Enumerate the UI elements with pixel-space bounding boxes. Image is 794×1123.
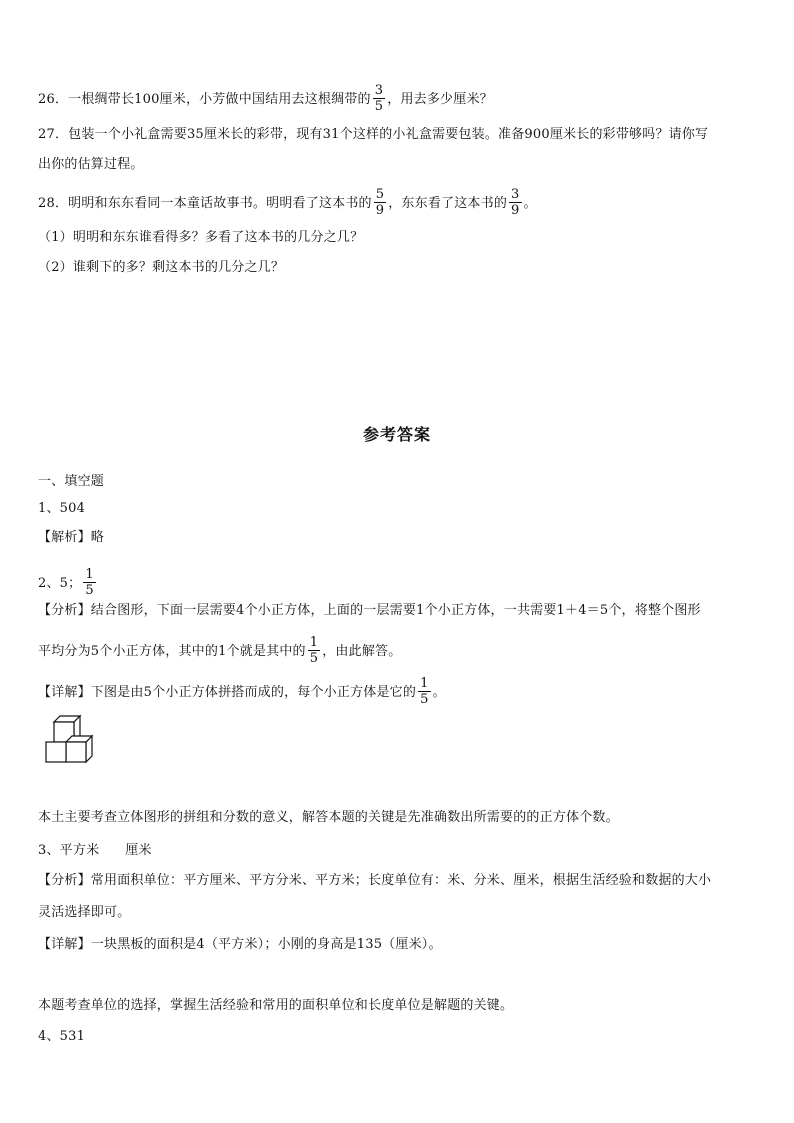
question-27-line1: 27．包装一个小礼盒需要35厘米长的彩带，现有31个这样的小礼盒需要包装。准备900厘米长的彩带够吗？请你写 bbox=[38, 127, 709, 142]
question-28: 28．明明和东东看同一本童话故事书。明明看了这本书的 $\frac{5}{9}$ ，东东看了这本书的 $\frac{3}{9}$ 。 bbox=[38, 187, 537, 218]
answer-3-detail: 【详解】一块黑板的面积是4（平方米）；小刚的身高是135（厘米）。 bbox=[38, 937, 442, 952]
answer-3-analysis-line1: 【分析】常用面积单位：平方厘米、平方分米、平方米；长度单位有：米、分米、厘米，根据生活经验和数据的大小 bbox=[38, 873, 712, 888]
fraction: $\frac{1}{5}$ bbox=[309, 635, 319, 666]
fraction: $\frac{1}{5}$ bbox=[85, 567, 94, 598]
answer-2-analysis-line1: 【分析】结合图形，下面一层需要4个小正方体，上面的一层需要1个小正方体，一共需要1＋4＝5个，将整个图形 bbox=[38, 603, 701, 618]
answer-1: 1、504 bbox=[38, 501, 86, 516]
answer-2-detail: 【详解】下图是由5个小正方体拼搭而成的，每个小正方体是它的 $\frac{1}{5}$ 。 bbox=[38, 676, 446, 707]
fraction: $\frac{3}{9}$ bbox=[511, 187, 520, 218]
answers-heading: 参考答案 bbox=[362, 425, 431, 444]
cubes-figure bbox=[40, 712, 110, 774]
question-26-text: 26．一根绸带长100厘米，小芳做中国结用去这根绸带的 bbox=[38, 92, 371, 107]
fraction: $\frac{5}{9}$ bbox=[375, 187, 385, 218]
answer-3-analysis-line2: 灵活选择即可。 bbox=[38, 905, 131, 920]
section-1-title: 一、填空题 bbox=[38, 474, 105, 489]
answer-1-analysis: 【解析】略 bbox=[38, 530, 105, 545]
question-27-line2: 出你的估算过程。 bbox=[38, 157, 144, 172]
answer-3-summary: 本题考查单位的选择，掌握生活经验和常用的面积单位和长度单位是解题的关键。 bbox=[38, 998, 514, 1013]
fraction: $\frac{1}{5}$ bbox=[420, 676, 429, 707]
fraction: $\frac{3}{5}$ bbox=[374, 83, 384, 114]
answer-2: 2、5； $\frac{1}{5}$ bbox=[38, 567, 94, 598]
answer-2-summary: 本土主要考查立体图形的拼组和分数的意义，解答本题的关键是先准确数出所需要的的正方体个数。 bbox=[38, 810, 619, 825]
answer-2-analysis-line2: 平均分为5个小正方体，其中的1个就是其中的 $\frac{1}{5}$ ，由此解答。 bbox=[38, 635, 402, 666]
question-26: 26．一根绸带长100厘米，小芳做中国结用去这根绸带的 $\frac{3}{5}$ ，用去多少厘米？ bbox=[38, 83, 493, 114]
question-28-sub2: （2）谁剩下的多？剩这本书的几分之几？ bbox=[38, 260, 285, 275]
answer-4: 4、531 bbox=[38, 1029, 86, 1044]
answer-3: 3、平方米 厘米 bbox=[38, 843, 152, 858]
question-28-sub1: （1）明明和东东谁看得多？多看了这本书的几分之几？ bbox=[38, 230, 364, 245]
